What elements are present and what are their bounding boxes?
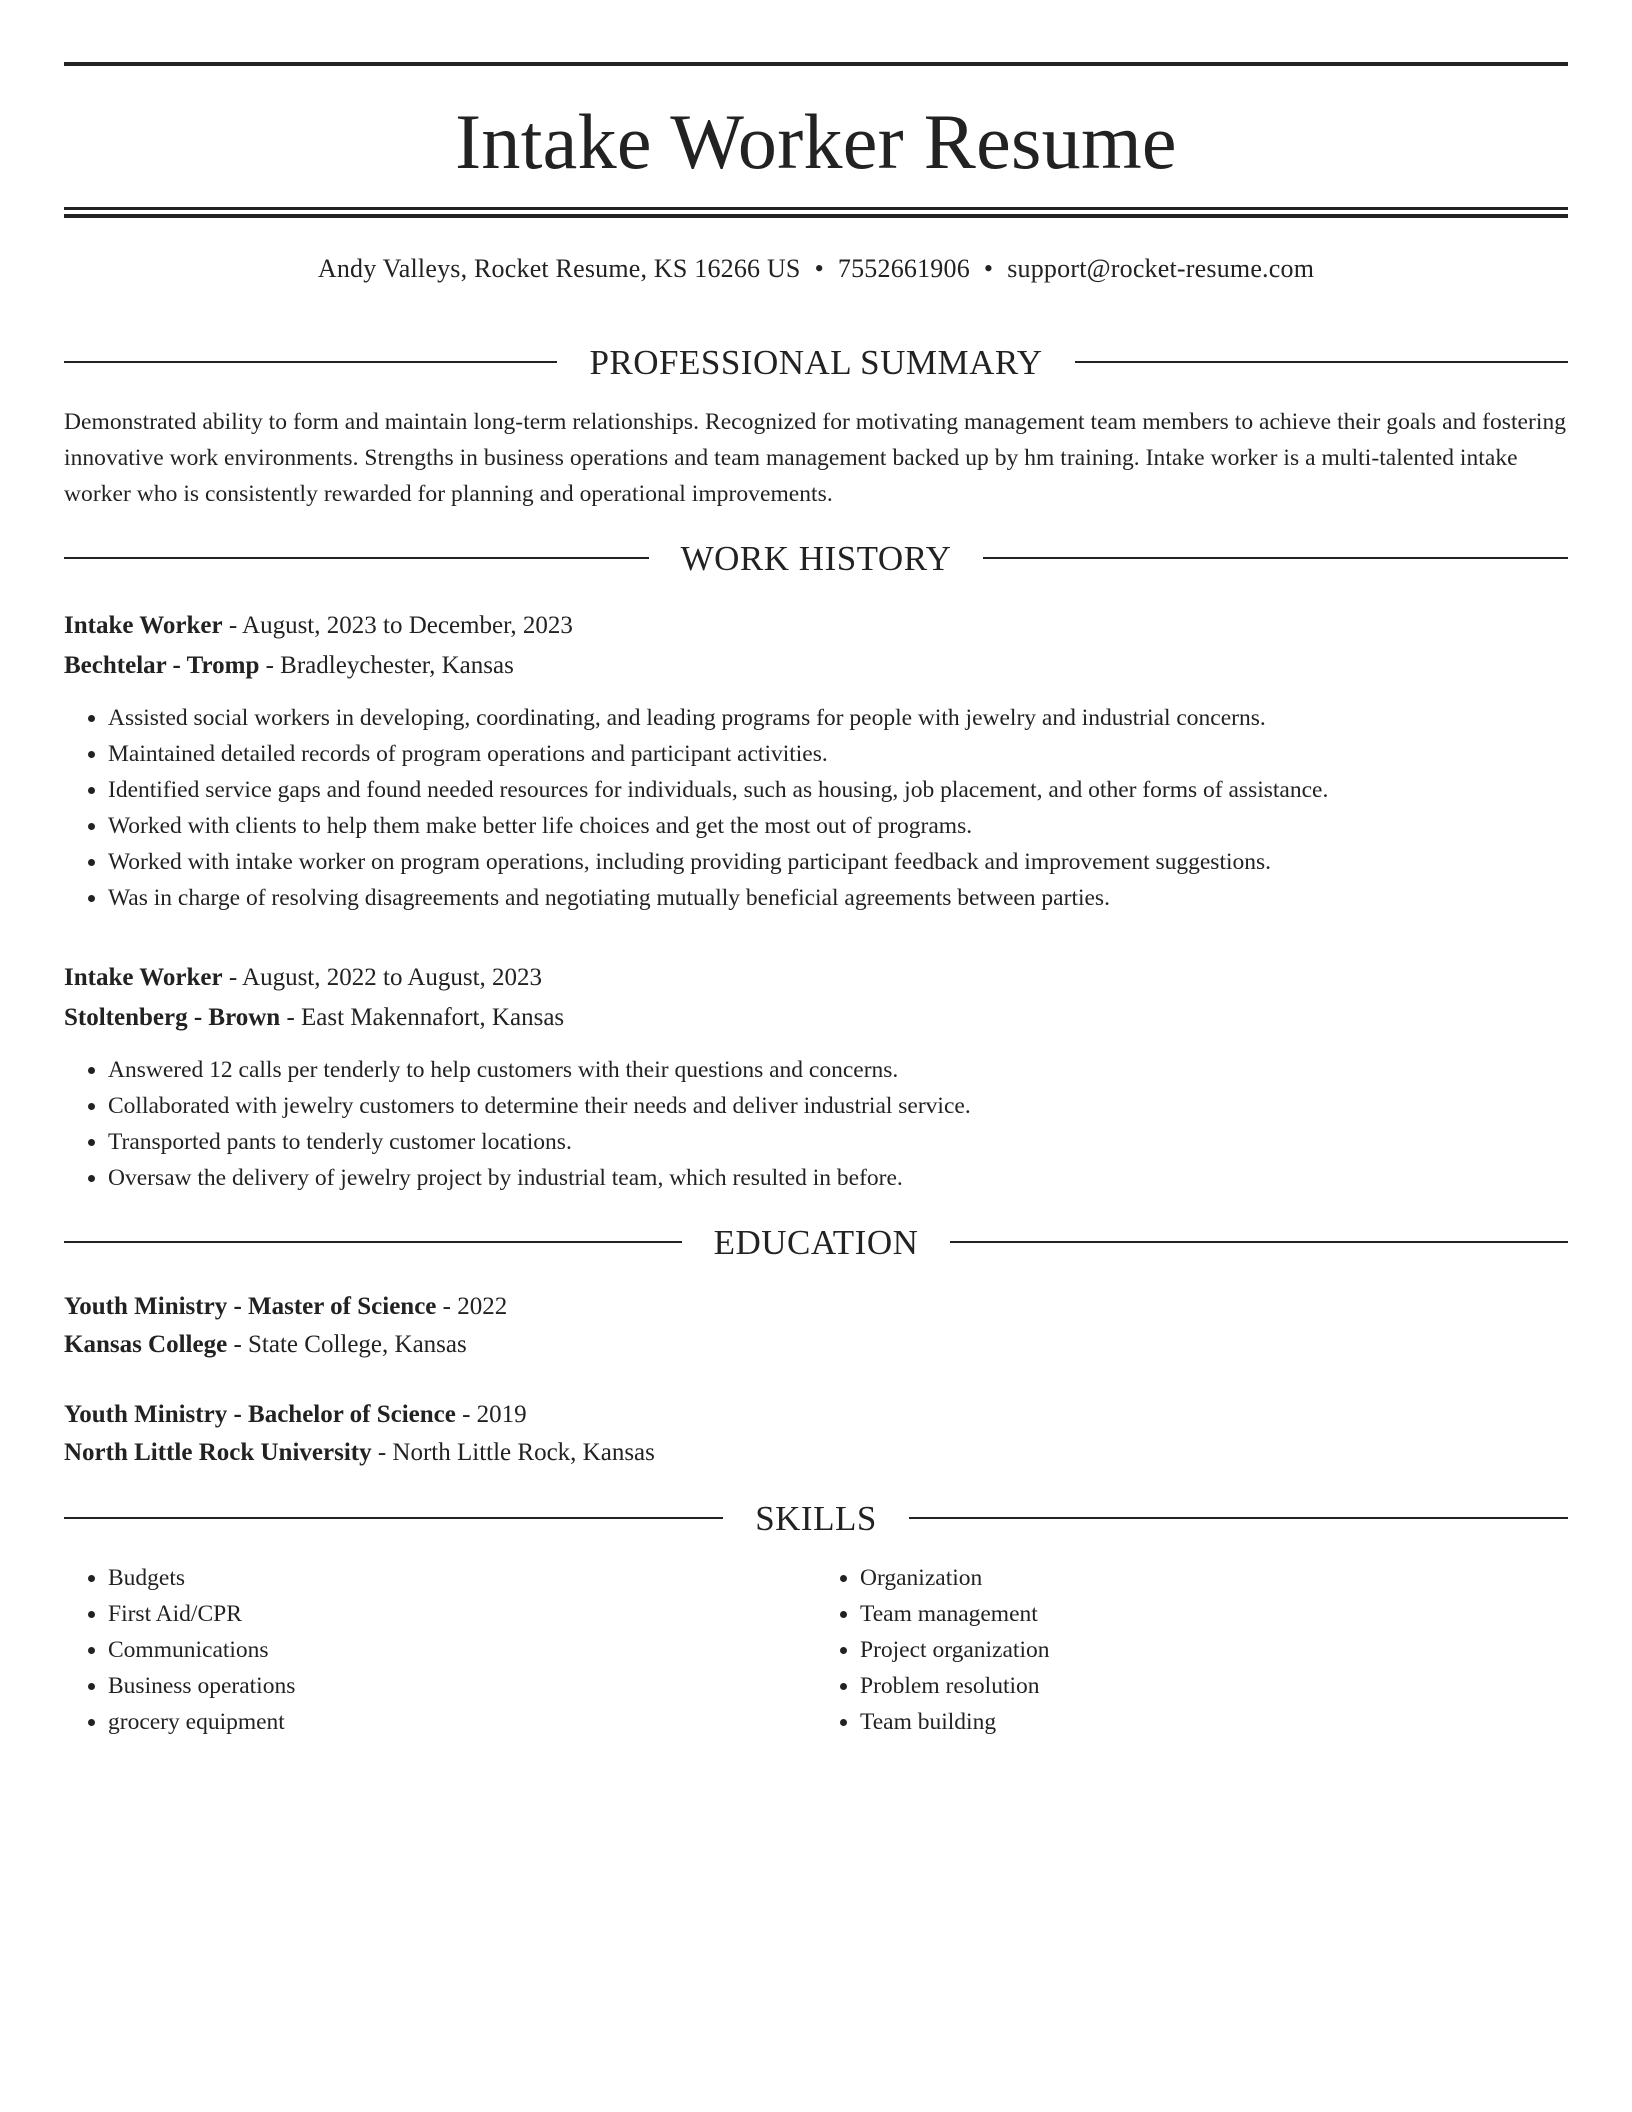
section-heading-label: EDUCATION	[713, 1222, 919, 1262]
education-entry	[64, 1396, 1568, 1472]
list-item: • Business operations	[108, 1668, 816, 1704]
education-year: - 2022	[436, 1293, 508, 1320]
heading-rule	[983, 557, 1568, 559]
section-heading-label: WORK HISTORY	[680, 538, 952, 578]
list-item: • Answered 12 calls per tenderly to help customers with their questions and concerns.	[108, 1052, 1568, 1088]
education-school: Kansas College	[64, 1331, 228, 1358]
job-location: - Bradleychester, Kansas	[259, 652, 514, 679]
list-item: • Collaborated with jewelry customers to determine their needs and deliver industrial service.	[108, 1088, 1568, 1124]
page-title: Intake Worker Resume	[455, 98, 1177, 185]
list-item: • Worked with clients to help them make better life choices and get the most out of programs.	[108, 808, 1568, 844]
list-item: • Project organization	[860, 1632, 1568, 1668]
job-location: - East Makennafort, Kansas	[280, 1004, 565, 1031]
section-heading-skills	[64, 1498, 1568, 1538]
list-item: • Identified service gaps and found needed resources for individuals, such as housing, job placement, and other forms of assistance.	[108, 772, 1568, 808]
list-item: • Oversaw the delivery of jewelry project by industrial team, which resulted in before.	[108, 1160, 1568, 1196]
heading-rule	[950, 1241, 1568, 1243]
education-degree: Youth Ministry - Bachelor of Science	[64, 1401, 456, 1428]
education-location: - North Little Rock, Kansas	[371, 1439, 655, 1466]
list-item: • Maintained detailed records of program operations and participant activities.	[108, 736, 1568, 772]
heading-rule	[64, 1517, 723, 1519]
title-double-rule	[64, 207, 1568, 218]
top-rule	[64, 62, 1568, 66]
list-item: • Team building	[860, 1704, 1568, 1740]
list-item: • grocery equipment	[108, 1704, 816, 1740]
education-location: - State College, Kansas	[227, 1331, 467, 1358]
job-company: Stoltenberg - Brown	[64, 1004, 281, 1031]
heading-rule	[64, 557, 649, 559]
skills-columns	[64, 1560, 1568, 1740]
contact-separator: •	[983, 254, 994, 283]
education-degree-row	[64, 1288, 1568, 1326]
job-company-row	[64, 998, 1568, 1038]
section-heading-label: PROFESSIONAL SUMMARY	[589, 342, 1043, 382]
contact-phone: 7552661906	[837, 254, 970, 283]
job-bullets	[64, 700, 1568, 916]
section-heading-work	[64, 538, 1568, 578]
list-item: • Team management	[860, 1596, 1568, 1632]
section-heading-education	[64, 1222, 1568, 1262]
section-heading-summary	[64, 342, 1568, 382]
job-company: Bechtelar - Tromp	[64, 652, 260, 679]
contact-separator: •	[814, 254, 824, 283]
job-title: Intake Worker	[64, 964, 223, 991]
summary-text: Demonstrated ability to form and maintain long-term relationships. Recognized for motivating management team members to achieve their goals and fostering innovative work environments. Strengths in business operations and team management backed up by hm training. Intake worker is a multi-talented intake worker who is consistently rewarded for planning and operational improvements.	[64, 409, 1567, 507]
job-dates: - August, 2023 to December, 2023	[222, 612, 573, 639]
education-entry	[64, 1288, 1568, 1364]
job-entry	[64, 606, 1568, 916]
list-item: • Worked with intake worker on program operations, including providing participant feedback and improvement suggestions.	[108, 844, 1568, 880]
list-item: • Was in charge of resolving disagreements and negotiating mutually beneficial agreements between parties.	[108, 880, 1568, 916]
list-item: • Assisted social workers in developing, coordinating, and leading programs for people with jewelry and industrial concerns.	[108, 700, 1568, 736]
section-heading-label: SKILLS	[755, 1498, 877, 1538]
job-entry	[64, 958, 1568, 1196]
heading-rule	[64, 1241, 682, 1243]
education-school-row	[64, 1434, 1568, 1472]
job-title-row	[64, 606, 1568, 646]
education-degree: Youth Ministry - Master of Science	[64, 1293, 437, 1320]
list-item: • Problem resolution	[860, 1668, 1568, 1704]
skills-list-right	[816, 1560, 1568, 1740]
contact-line	[64, 256, 1568, 296]
heading-rule	[909, 1517, 1568, 1519]
heading-rule	[1075, 361, 1568, 363]
contact-email: support@rocket-resume.com	[1007, 254, 1315, 283]
skills-list-left	[64, 1560, 816, 1740]
list-item: • Transported pants to tenderly customer locations.	[108, 1124, 1568, 1160]
education-degree-row	[64, 1396, 1568, 1434]
education-year: - 2019	[455, 1401, 527, 1428]
education-school-row	[64, 1326, 1568, 1364]
heading-rule	[64, 361, 557, 363]
job-title-row	[64, 958, 1568, 998]
list-item: • Budgets	[108, 1560, 816, 1596]
job-company-row	[64, 646, 1568, 686]
job-dates: - August, 2022 to August, 2023	[222, 964, 543, 991]
job-title: Intake Worker	[64, 612, 223, 639]
list-item: • Organization	[860, 1560, 1568, 1596]
list-item: • Communications	[108, 1632, 816, 1668]
contact-address: Andy Valleys, Rocket Resume, KS 16266 US	[317, 254, 801, 283]
education-school: North Little Rock University	[64, 1439, 372, 1466]
list-item: • First Aid/CPR	[108, 1596, 816, 1632]
job-bullets	[64, 1052, 1568, 1196]
